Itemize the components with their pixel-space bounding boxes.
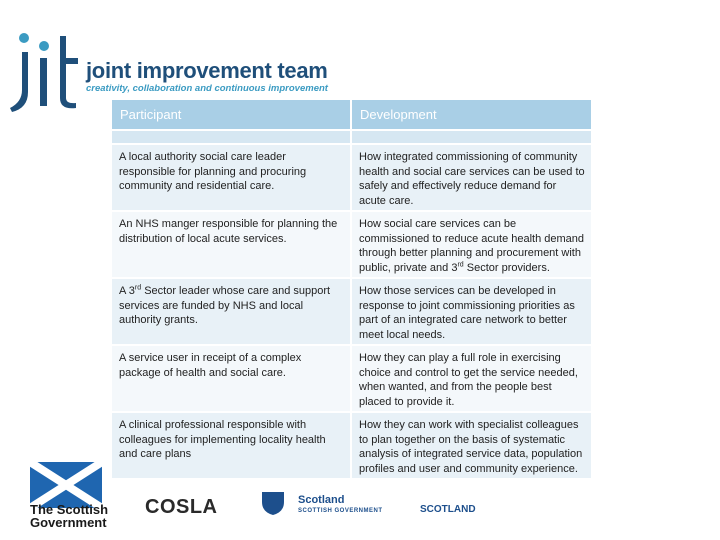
header-development: Development	[351, 99, 592, 130]
scotland-logo: SCOTLAND	[420, 504, 476, 515]
table-row	[111, 211, 592, 278]
participant-text: Sector leader whose care and support services are funded by NHS and local authority grants.	[119, 285, 331, 326]
scottish-government-logo	[30, 503, 108, 529]
cosla-logo: COSLA	[145, 496, 218, 518]
logo-tagline: creativity, collaboration and continuous improvement	[86, 83, 328, 94]
participant-table	[110, 98, 591, 480]
participant-cell: A local authority social care leader responsible for planning and procuring community and residential care.	[111, 144, 351, 211]
table-spacer-row	[111, 130, 592, 144]
participant-cell: A service user in receipt of a complex package of health and social care.	[111, 345, 351, 412]
jit-logo-mark	[4, 28, 84, 114]
superscript: rd	[134, 284, 142, 292]
table-row	[111, 144, 592, 211]
table-row	[111, 412, 592, 479]
participant-cell: An NHS manger responsible for planning the distribution of local acute services.	[111, 211, 351, 278]
development-cell	[351, 211, 592, 278]
participant-cell: A clinical professional responsible with colleagues for implementing locality health and care plans	[111, 412, 351, 479]
participant-text: A 3	[119, 285, 135, 297]
development-text: How social care services can be commissioned to reduce acute health demand through better planning and procurement with public, private and 3	[359, 218, 585, 274]
participant-cell	[111, 278, 351, 345]
logo-title: joint improvement team	[86, 58, 328, 83]
gov-line1: The Scottish	[30, 502, 109, 517]
development-cell: How they can work with specialist colleagues to plan together on the basis of systematic analysis of integrated service data, population profiles and user and community experience.	[351, 412, 592, 479]
development-text: Sector providers.	[463, 261, 550, 274]
development-cell: How integrated commissioning of community health and social care services can be used to safely and effectively reduce demand for acute care.	[351, 144, 592, 211]
table-header-row	[111, 99, 592, 130]
nhs-scotland-subtitle: SCOTTISH GOVERNMENT	[298, 508, 383, 514]
nhs-scotland-logo: Scotland	[298, 494, 345, 506]
gov-line2: Government	[30, 515, 107, 530]
table-row	[111, 278, 592, 345]
development-cell: How they can play a full role in exercising choice and control to get the service needed, when wanted, and from the people best placed to provide it.	[351, 345, 592, 412]
header-participant: Participant	[111, 99, 351, 130]
table-row	[111, 345, 592, 412]
superscript: rd	[457, 260, 464, 268]
development-cell: How those services can be developed in response to joint commissioning priorities as part of an integrated care network to better meet local needs.	[351, 278, 592, 345]
nhs-shield-icon	[260, 490, 286, 516]
